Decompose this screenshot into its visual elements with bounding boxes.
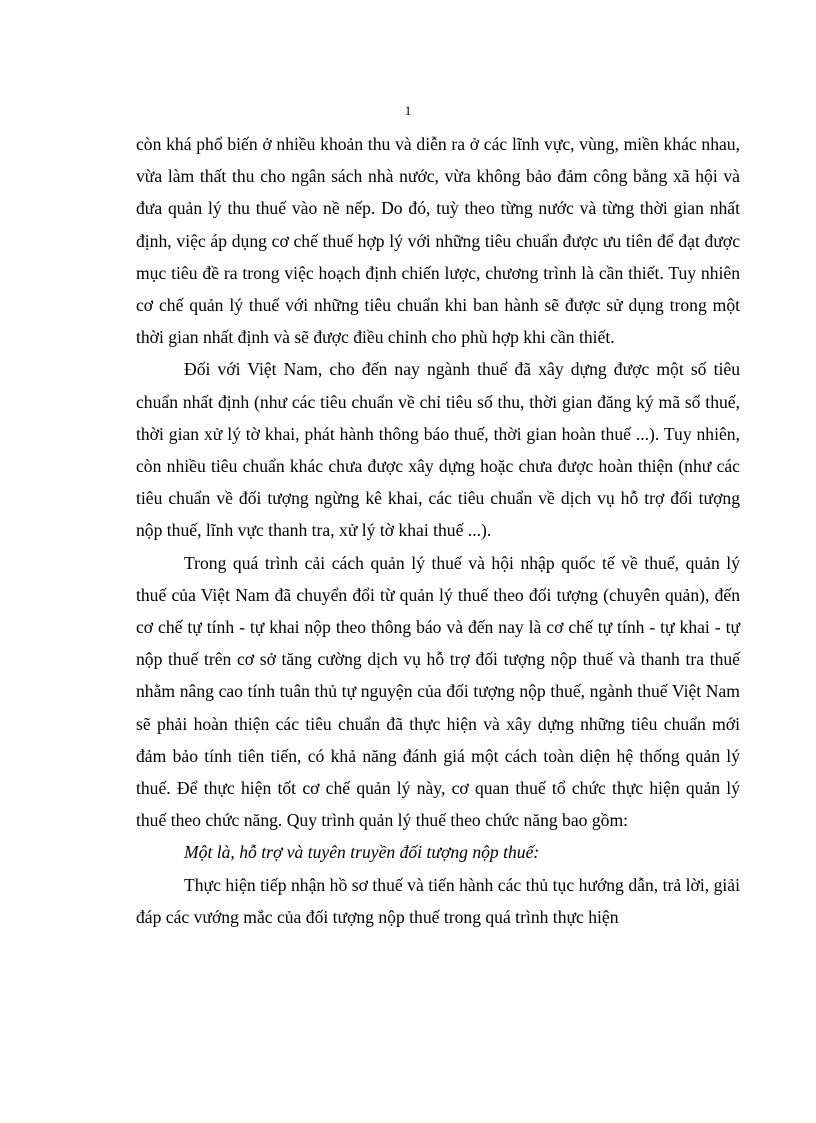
paragraph-3: Trong quá trình cải cách quản lý thuế và hội nhập quốc tế về thuế, quản lý thuế của Việt Nam đã chuyển đổi từ quản lý thuế theo đối tượng (chuyên quản), đến cơ chế tự tính - tự khai nộp theo thông báo và đến nay là cơ chế tự tính - tự khai - tự nộp thuế trên cơ sở tăng cường dịch vụ hỗ trợ đối tượng nộp thuế và thanh tra thuế nhằm nâng cao tính tuân thủ tự nguyện của đối tượng nộp thuế, ngành thuế Việt Nam sẽ phải hoàn thiện các tiêu chuẩn đã thực hiện và xây dựng những tiêu chuẩn mới đảm bảo tính tiên tiến, có khả năng đánh giá một cách toàn diện hệ thống quản lý thuế. Để thực hiện tốt cơ chế quản lý này, cơ quan thuế tổ chức thực hiện quản lý thuế theo chức năng. Quy trình quản lý thuế theo chức năng bao gồm: — [136, 552, 740, 831]
paragraph-4: Thực hiện tiếp nhận hồ sơ thuế và tiến hành các thủ tục hướng dẫn, trả lời, giải đáp các vướng mắc của đối tượng nộp thuế trong quá trình thực hiện — [136, 874, 740, 927]
body-text — [136, 128, 740, 933]
page-number: 1 — [404, 103, 412, 118]
paragraph-1: còn khá phổ biến ở nhiều khoản thu và diễn ra ở các lĩnh vực, vùng, miền khác nhau, vừa làm thất thu cho ngân sách nhà nước, vừa không bảo đảm công bằng xã hội và đưa quản lý thu thuế vào nề nếp. Do đó, tuỳ theo từng nước và từng thời gian nhất định, việc áp dụng cơ chế thuế hợp lý với những tiêu chuẩn được ưu tiên để đạt được mục tiêu đề ra trong việc hoạch định chiến lược, chương trình là cần thiết. Tuy nhiên cơ chế quản lý thuế với những tiêu chuẩn khi ban hành sẽ được sử dụng trong một thời gian nhất định và sẽ được điều chỉnh cho phù hợp khi cần thiết. — [136, 134, 740, 348]
section-heading-italic: Một là, hỗ trợ và tuyên truyền đối tượng nộp thuế: — [184, 842, 540, 863]
paragraph-2: Đối với Việt Nam, cho đến nay ngành thuế đã xây dựng được một số tiêu chuẩn nhất định (như các tiêu chuẩn về chỉ tiêu số thu, thời gian đăng ký mã số thuế, thời gian xử lý tờ khai, phát hành thông báo thuế, thời gian hoàn thuế ...). Tuy nhiên, còn nhiều tiêu chuẩn khác chưa được xây dựng hoặc chưa được hoàn thiện (như các tiêu chuẩn về đối tượng ngừng kê khai, các tiêu chuẩn về dịch vụ hỗ trợ đối tượng nộp thuế, lĩnh vực thanh tra, xử lý tờ khai thuế ...). — [136, 359, 740, 541]
